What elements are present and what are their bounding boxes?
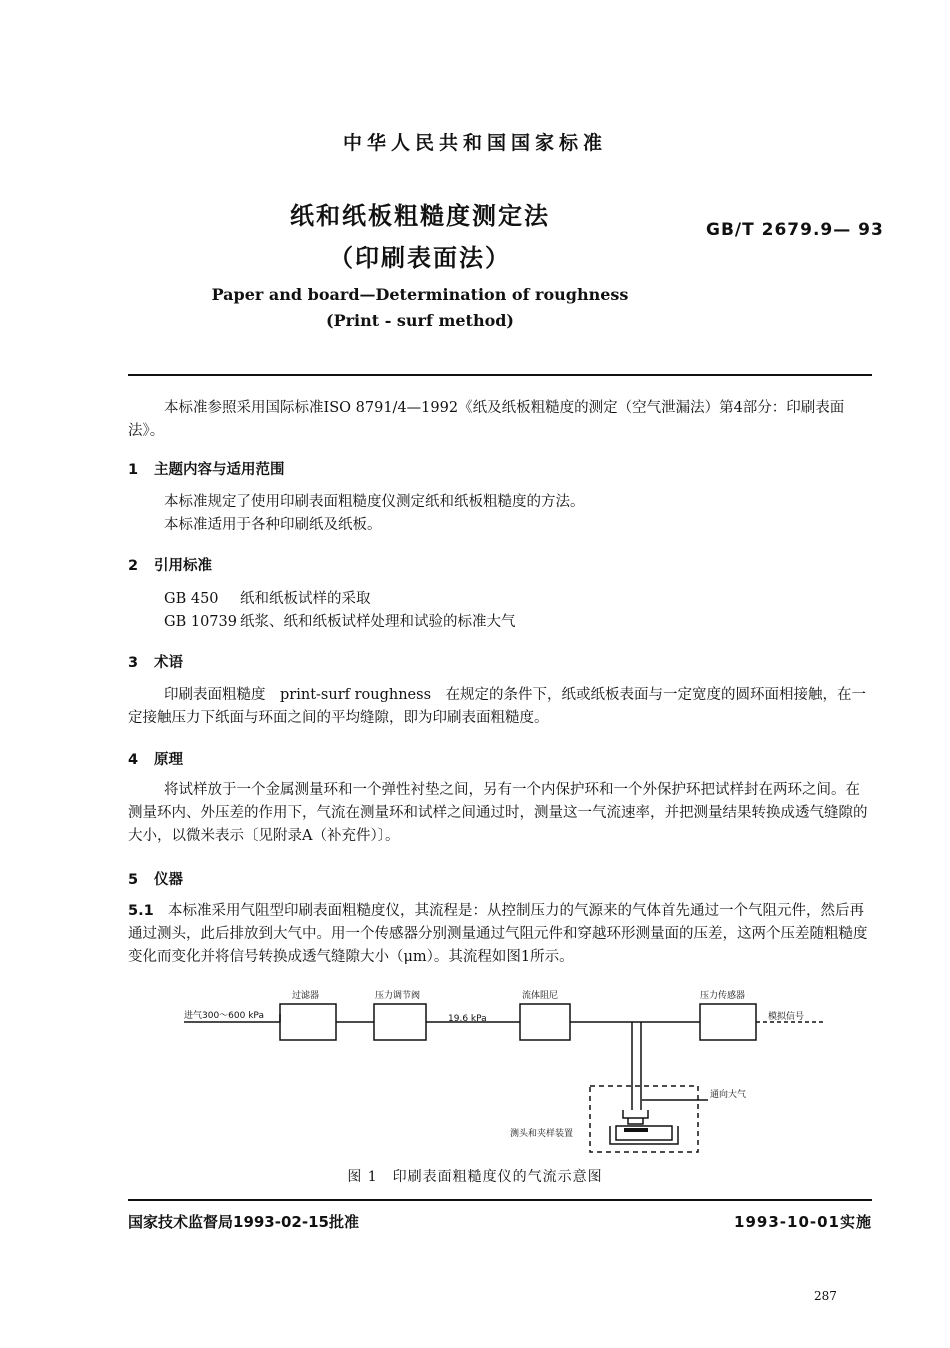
- bottom-divider: [128, 1199, 872, 1201]
- title-chinese-subtitle: （印刷表面法）: [329, 244, 511, 272]
- label-inlet: 进气300～600 kPa: [184, 1011, 264, 1021]
- subsection-text: 本标准采用气阻型印刷表面粗糙度仪，其流程是：从控制压力的气源来的气体首先通过一个气阻元件，然后再通过测头，此后排放到大气中。用一个传感器分别测量通过气阻元件和穿越环形测量面的压差，这两个压差随粗糙度变化而变化并将信号转换成透气缝隙大小（μm）。其流程如图1所示。: [128, 903, 868, 965]
- label-analog-signal: 模拟信号: [768, 1012, 805, 1022]
- standard-number: GB/T 2679.9— 93: [706, 220, 884, 240]
- reference-code: GB 10739: [164, 614, 237, 630]
- title-english-subtitle: (Print - surf method): [326, 311, 514, 330]
- section-3-heading: [128, 651, 183, 672]
- section-5-heading: [128, 868, 183, 889]
- subsection-number: 5.1: [128, 903, 154, 919]
- section-title: 术语: [154, 655, 183, 671]
- probe-enclosure: [590, 1086, 698, 1152]
- section-1-heading: [128, 458, 285, 479]
- section-4-paragraph: 将试样放于一个金属测量环和一个弹性衬垫之间，另有一个内保护环和一个外保护环把试样封在两环之间。在测量环内、外压差的作用下，气流在测量环和试样之间通过时，测量这一气流速率，并把测量结果转换成透气缝隙的大小，以微米表示〔见附录A（补充件）〕。: [128, 782, 868, 844]
- approval-date: 国家技术监督局1993-02-15批准: [128, 1213, 359, 1231]
- section-number: 4: [128, 752, 139, 768]
- pressure-sensor-box: [700, 1004, 756, 1040]
- section-2-heading: [128, 554, 212, 575]
- section-4-heading: [128, 748, 183, 769]
- section-title: 引用标准: [154, 558, 212, 574]
- airflow-diagram: [170, 982, 830, 1160]
- reference-item: [164, 611, 516, 634]
- label-filter: 过滤器: [292, 991, 320, 1001]
- section-number: 3: [128, 655, 139, 671]
- reference-name: 纸和纸板试样的采取: [240, 591, 371, 607]
- section-number: 5: [128, 872, 139, 888]
- label-flow-resistor: 流体阻尼: [522, 991, 559, 1001]
- reference-name: 纸浆、纸和纸板试样处理和试验的标准大气: [240, 614, 516, 630]
- section-number: 1: [128, 462, 139, 478]
- reference-item: [164, 588, 371, 611]
- regulator-box: [374, 1004, 426, 1040]
- section-3-paragraph: 印刷表面粗糙度 print-surf roughness 在规定的条件下，纸或纸板表面与一定宽度的圆环面相接触，在一定接触压力下纸面与环面之间的平均缝隙，即为印刷表面粗糙度。: [128, 687, 867, 726]
- section-1-paragraph-1: 本标准规定了使用印刷表面粗糙度仪测定纸和纸板粗糙度的方法。: [164, 494, 585, 510]
- section-title: 原理: [154, 752, 183, 768]
- section-5-1-paragraph: [128, 900, 872, 969]
- reference-code: GB 450: [164, 591, 219, 607]
- page-number: 287: [814, 1289, 837, 1303]
- label-sensor: 压力传感器: [700, 991, 746, 1001]
- section-number: 2: [128, 558, 139, 574]
- title-english: Paper and board—Determination of roughness: [211, 285, 629, 304]
- intro-paragraph: 本标准参照采用国际标准ISO 8791/4—1992《纸及纸板粗糙度的测定（空气泄漏法）第4部分：印刷表面法》。: [128, 400, 845, 439]
- section-title: 仪器: [154, 872, 183, 888]
- label-atmosphere: 通向大气: [710, 1090, 747, 1100]
- title-chinese: 纸和纸板粗糙度测定法: [290, 202, 550, 230]
- flow-resistor-box: [520, 1004, 570, 1040]
- document-header: 中华人民共和国国家标准: [342, 132, 607, 154]
- top-divider: [128, 374, 872, 376]
- probe-tip: [628, 1118, 643, 1124]
- figure-caption: 图 1 印刷表面粗糙度仪的气流示意图: [347, 1169, 603, 1185]
- label-probe-clamp: 测头和夹样装置: [510, 1129, 574, 1139]
- section-title: 主题内容与适用范围: [154, 462, 285, 478]
- sample-hatch: [624, 1128, 648, 1132]
- filter-box: [280, 1004, 336, 1040]
- probe-head: [623, 1110, 648, 1118]
- label-regulator: 压力调节阀: [375, 991, 421, 1001]
- section-1-paragraph-2: 本标准适用于各种印刷纸及纸板。: [164, 517, 382, 533]
- label-pressure: 19.6 kPa: [448, 1014, 487, 1024]
- implementation-date: 1993-10-01实施: [734, 1213, 872, 1231]
